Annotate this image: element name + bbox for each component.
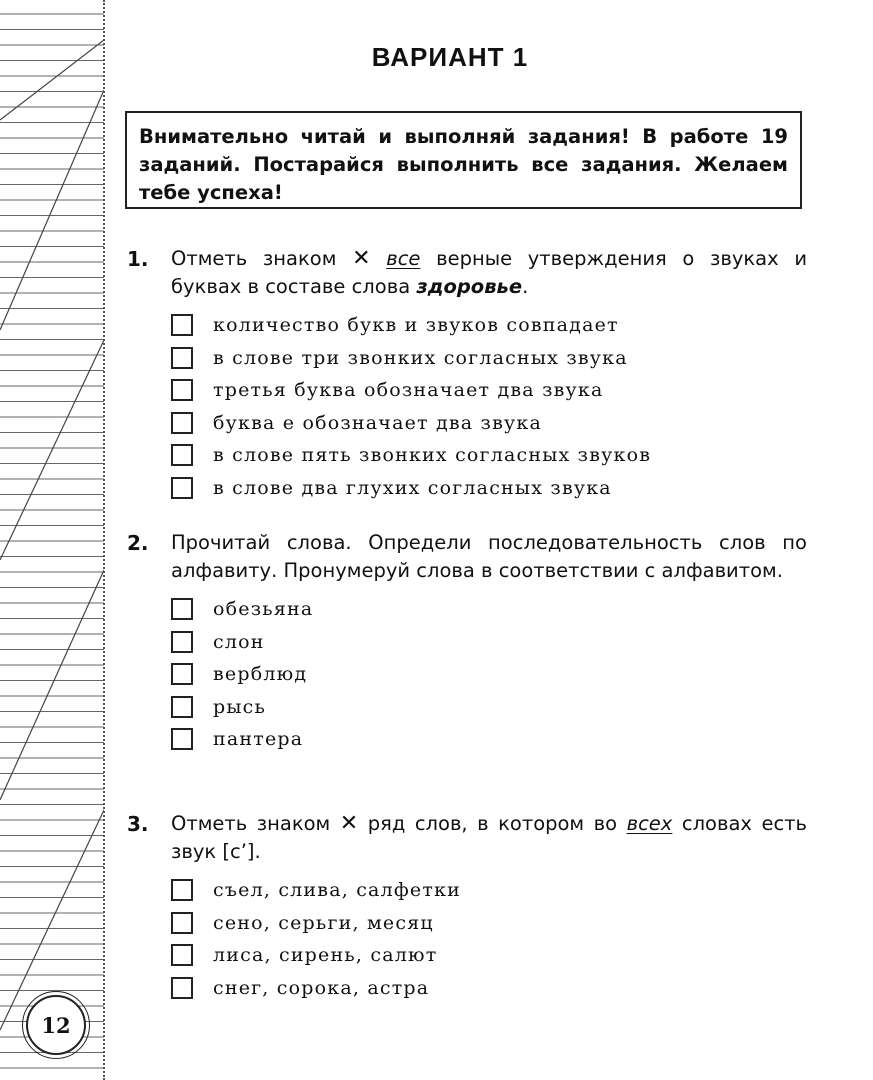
option-row: [171, 972, 807, 1005]
task-number: 2.: [127, 531, 149, 555]
answer-checkbox[interactable]: [171, 347, 193, 369]
task-number: 1.: [127, 247, 149, 271]
answer-checkbox[interactable]: [171, 412, 193, 434]
answer-checkbox[interactable]: [171, 912, 193, 934]
task-3: [127, 810, 807, 1004]
option-label: пантера: [213, 728, 304, 751]
answer-checkbox[interactable]: [171, 944, 193, 966]
number-box[interactable]: [171, 728, 193, 750]
option-label: в слове пять звонких согласных звуков: [213, 444, 652, 467]
number-box[interactable]: [171, 598, 193, 620]
option-label: количество букв и звуков совпадает: [213, 314, 619, 337]
option-row: [171, 472, 807, 505]
answer-checkbox[interactable]: [171, 379, 193, 401]
option-row: [171, 658, 807, 691]
answer-checkbox[interactable]: [171, 977, 193, 999]
option-label: слон: [213, 630, 265, 653]
option-label: сено, серьги, месяц: [213, 911, 434, 934]
answer-checkbox[interactable]: [171, 444, 193, 466]
option-row: [171, 874, 807, 907]
option-label: верблюд: [213, 663, 308, 686]
task-question: Отметь знаком ✕ ряд слов, в котором во всех словах есть звук [с’].: [171, 811, 808, 863]
option-row: [171, 309, 807, 342]
task-question: Прочитай слова. Определи последовательность слов по алфавиту. Пронумеруй слова в соответствии с алфавитом.: [171, 531, 807, 582]
option-row: [171, 907, 807, 940]
margin-lines: [0, 0, 104, 1080]
option-label: рысь: [213, 695, 267, 718]
number-box[interactable]: [171, 631, 193, 653]
option-row: [171, 374, 807, 407]
answer-checkbox[interactable]: [171, 314, 193, 336]
option-label: в слове три звонких согласных звука: [213, 346, 628, 369]
task-question: Отметь знаком ✕ все верные утверждения о звуках и буквах в составе слова здоровье.: [171, 246, 808, 298]
option-row: [171, 691, 807, 724]
number-box[interactable]: [171, 663, 193, 685]
page-number: 12: [26, 995, 86, 1055]
option-label: буква е обозначает два звука: [213, 411, 542, 434]
task-number: 3.: [127, 812, 149, 836]
option-label: обезьяна: [213, 598, 314, 621]
task-1: [127, 245, 807, 504]
answer-checkbox[interactable]: [171, 879, 193, 901]
option-row: [171, 407, 807, 440]
page-fold-edge: [103, 0, 105, 1080]
task-2: [127, 529, 807, 756]
instructions-text: Внимательно читай и выполняй задания! В работе 19 заданий. Постарайся выполнить все задания. Желаем тебе успеха!: [139, 125, 788, 204]
option-row: [171, 939, 807, 972]
option-row: [171, 723, 807, 756]
keyword: здоровье: [416, 275, 523, 298]
option-label: в слове два глухих согласных звука: [213, 476, 612, 499]
option-row: [171, 626, 807, 659]
cross-mark-icon: ✕: [339, 811, 359, 836]
instructions-box: [125, 111, 802, 209]
emphasis-word: все: [386, 247, 421, 270]
answer-checkbox[interactable]: [171, 477, 193, 499]
option-label: съел, слива, салфетки: [213, 879, 462, 902]
cross-mark-icon: ✕: [352, 246, 371, 271]
option-row: [171, 439, 807, 472]
option-label: третья буква обозначает два звука: [213, 379, 604, 402]
page-margin-ruling: [0, 0, 104, 1080]
option-label: снег, сорока, астра: [213, 976, 430, 999]
number-box[interactable]: [171, 696, 193, 718]
answer-options: [171, 874, 807, 1004]
emphasis-word: всех: [626, 812, 673, 835]
option-label: лиса, сирень, салют: [213, 944, 438, 967]
option-row: [171, 593, 807, 626]
answer-options: [171, 309, 807, 504]
page-title: ВАРИАНТ 1: [371, 42, 529, 72]
option-row: [171, 342, 807, 375]
answer-options: [171, 593, 807, 756]
